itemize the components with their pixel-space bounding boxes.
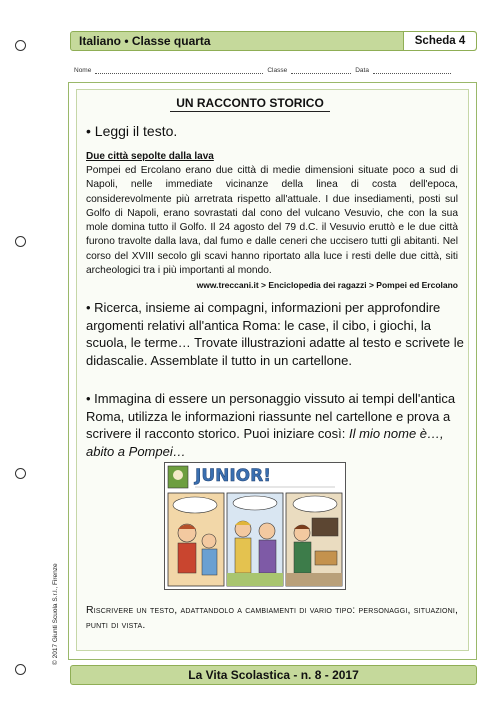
field-classe-label: Classe xyxy=(267,67,288,74)
text-subtitle: Due città sepolte dalla lava xyxy=(86,151,214,162)
instruction-story: • Immagina di essere un personaggio vissuto ai tempi dell'antica Roma, utilizza le informazioni riassunte nel cartellone e prova a scrivere il racconto storico. Puoi iniziare così: Il mio nome è…, abito a Pompei… xyxy=(86,391,456,459)
binder-hole xyxy=(15,664,26,675)
instruction-research: • Ricerca, insieme ai compagni, informazioni per approfondire argomenti relativi all'antica Roma: le case, il cibo, i giochi, la scuola, le terme… Trovate illustrazioni adatte al testo e scrivete le didascalie. Assemblate il tutto in un cartellone. xyxy=(86,300,464,368)
story-opening: Il mio nome è…, abito a Pompei… xyxy=(86,426,444,459)
field-classe-line xyxy=(291,67,351,74)
binder-hole xyxy=(15,468,26,479)
field-nome-label: Nome xyxy=(74,67,92,74)
learning-objective: Riscrivere un testo, adattandolo a cambiamenti di vario tipo: personaggi, situazioni, punti di vista. xyxy=(86,604,459,631)
comic-title: JUNIOR! xyxy=(195,466,271,486)
page-title: UN RACCONTO STORICO xyxy=(0,96,500,110)
source-reference: www.treccani.it > Enciclopedia dei ragazzi > Pompei ed Ercolano xyxy=(196,280,458,290)
header-bar xyxy=(70,31,477,51)
instruction-read: • Leggi il testo. xyxy=(86,123,178,139)
comic-drawing xyxy=(165,463,345,589)
footer-bar: La Vita Scolastica - n. 8 - 2017 xyxy=(70,665,477,685)
binder-hole xyxy=(15,236,26,247)
field-data-label: Data xyxy=(355,67,369,74)
field-nome-line xyxy=(95,67,263,74)
binder-hole xyxy=(15,40,26,51)
student-fields xyxy=(74,67,474,74)
copyright-note: © 2017 Giunti Scuola S.r.l., Firenze xyxy=(52,563,59,665)
text-paragraph: Pompei ed Ercolano erano due città di medie dimensioni situate poco a sud di Napoli, nelle immediate vicinanze della linea di costa dell'epoca, considerevolmente più arretrata rispetto all'attuale. I due insediamenti, posti sul Golfo di Napoli, erano sovrastati dal cono del vulcano Vesuvio, che con la sua mole domina tutto il Golfo. Il 24 agosto del 79 d.C. il Vesuvio eruttò e le due città furono travolte dalla lava, dal fumo e dalle ceneri che uccisero tutti gli abitanti. Nel corso del XVIII secolo gli scavi hanno riportato alla luce i resti delle due città, siti archeologici tra i più importanti al mondo. xyxy=(86,165,458,277)
header-title: Italiano • Classe quarta xyxy=(79,34,211,48)
field-data-line xyxy=(373,67,451,74)
scheda-label: Scheda 4 xyxy=(403,32,476,50)
comic-illustration xyxy=(164,462,346,590)
